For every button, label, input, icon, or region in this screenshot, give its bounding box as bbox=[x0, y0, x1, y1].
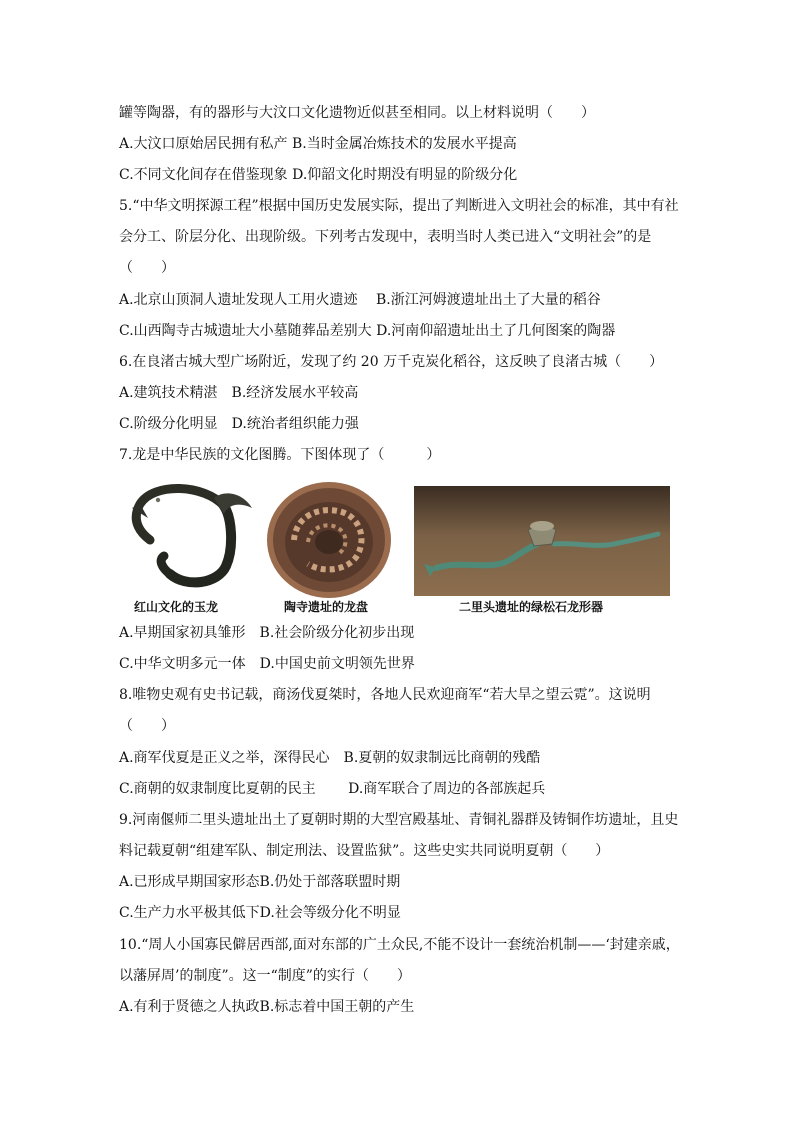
option-line: A.大汶口原始居民拥有私产 B.当时金属冶炼技术的发展水平提高 bbox=[119, 136, 517, 152]
option-line: C.山西陶寺古城遗址大小墓随葬品差别大 D.河南仰韶遗址出土了几何图案的陶器 bbox=[119, 323, 616, 339]
question-7: 7.龙是中华民族的文化图腾。下图体现了（ ） bbox=[119, 447, 441, 463]
text-line: 料记载夏朝“组建军队、制定刑法、设置监狱”。这些史实共同说明夏朝（ ） bbox=[119, 843, 610, 859]
option-line: C.不同文化间存在借鉴现象 D.仰韶文化时期没有明显的阶级分化 bbox=[119, 167, 518, 183]
turquoise-dragon-caption: 二里头遗址的绿松石龙形器 bbox=[459, 600, 604, 614]
answer-blank: （ ） bbox=[119, 718, 175, 734]
option-line: A.商军伐夏是正义之举，深得民心 B.夏朝的奴隶制远比商朝的残酷 bbox=[119, 750, 541, 766]
dragon-plate-image bbox=[264, 478, 394, 600]
jade-dragon-image bbox=[124, 478, 254, 596]
question-10: 10.“周人小国寡民僻居西部,面对东部的广土众民,不能不设计一套统治机制——‘封建亲戚， bbox=[119, 937, 680, 953]
option-line: C.阶级分化明显 D.统治者组织能力强 bbox=[119, 416, 359, 432]
option-line: A.北京山顶洞人遗址发现人工用火遗迹 B.浙江河姆渡遗址出土了大量的稻谷 bbox=[119, 292, 601, 308]
option-line: C.中华文明多元一体 D.中国史前文明领先世界 bbox=[119, 656, 415, 672]
option-line: A.已形成早期国家形态B.仍处于部落联盟时期 bbox=[119, 874, 401, 890]
option-line: A.有利于贤德之人执政B.标志着中国王朝的产生 bbox=[119, 999, 415, 1015]
turquoise-dragon-image bbox=[414, 486, 670, 596]
text-line: 罐等陶器，有的器形与大汶口文化遗物近似甚至相同。以上材料说明（ ） bbox=[119, 105, 595, 121]
dragon-plate-caption: 陶寺遗址的龙盘 bbox=[284, 600, 369, 614]
question-6: 6.在良渚古城大型广场附近，发现了约 20 万千克炭化稻谷，这反映了良渚古城（ ） bbox=[119, 354, 664, 370]
question-5: 5.“中华文明探源工程”根据中国历史发展实际，提出了判断进入文明社会的标准，其中有社 bbox=[119, 198, 679, 214]
option-line: C.商朝的奴隶制度比夏朝的民主 D.商军联合了周边的各部族起兵 bbox=[119, 781, 546, 797]
text-line: 会分工、阶层分化、出现阶级。下列考古发现中，表明当时人类已进入“文明社会”的是 bbox=[119, 229, 652, 245]
question-9: 9.河南偃师二里头遗址出土了夏朝时期的大型宫殿基址、青铜礼器群及铸铜作坊遗址，且史 bbox=[119, 812, 679, 828]
option-line: A.建筑技术精湛 B.经济发展水平较高 bbox=[119, 385, 359, 401]
jade-dragon-caption: 红山文化的玉龙 bbox=[134, 600, 219, 614]
option-line: C.生产力水平极其低下D.社会等级分化不明显 bbox=[119, 905, 401, 921]
option-line: A.早期国家初具雏形 B.社会阶级分化初步出现 bbox=[119, 625, 415, 641]
question-8: 8.唯物史观有史书记载，商汤伐夏桀时，各地人民欢迎商军“若大旱之望云霓”。这说明 bbox=[119, 687, 651, 703]
text-line: 以藩屏周’的制度”。这一“制度”的实行（ ） bbox=[119, 968, 411, 984]
answer-blank: （ ） bbox=[119, 260, 175, 276]
